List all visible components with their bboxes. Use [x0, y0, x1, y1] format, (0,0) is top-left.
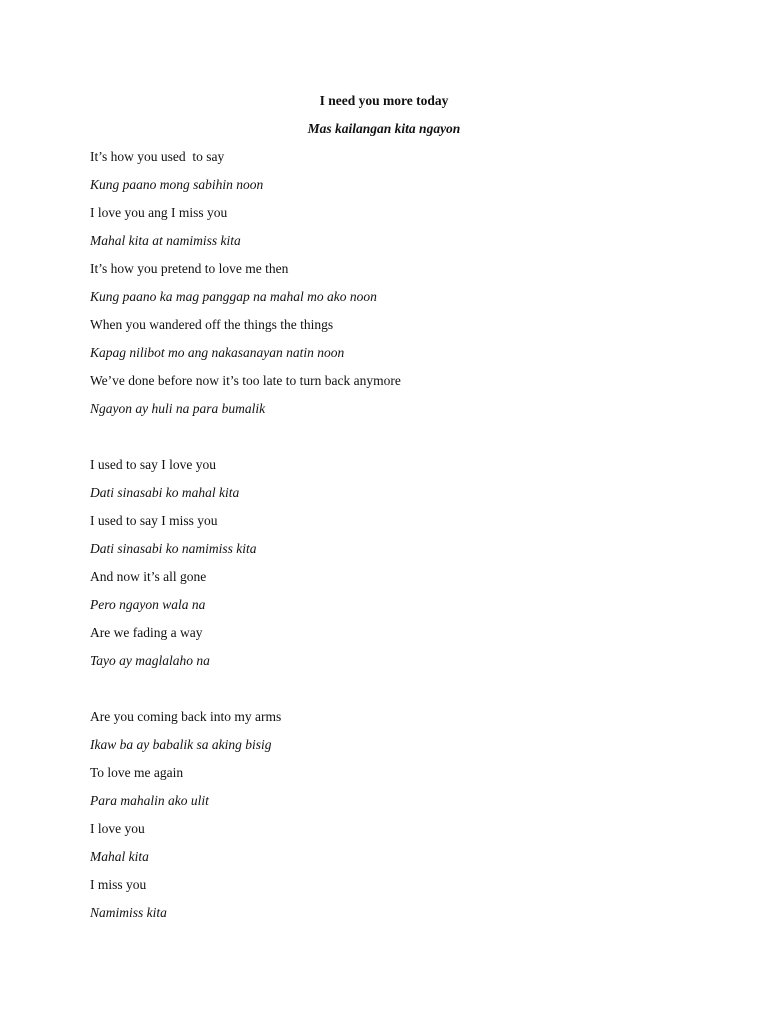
lyric-line: I miss you: [90, 877, 147, 892]
page-title: I need you more today: [319, 93, 449, 108]
lyric-line: We’ve done before now it’s too late to turn back anymore: [90, 373, 401, 388]
lyric-line: Are we fading a way: [90, 625, 203, 640]
lyric-line: And now it’s all gone: [90, 569, 207, 584]
lyric-translation-line: Kung paano mong sabihin noon: [90, 177, 264, 192]
lyric-translation-line: Tayo ay maglalaho na: [90, 653, 210, 668]
lyric-line: I used to say I miss you: [90, 513, 218, 528]
lyric-translation-line: Mahal kita at namimiss kita: [90, 233, 241, 248]
lyric-line: I used to say I love you: [90, 457, 216, 472]
lyric-translation-line: Ikaw ba ay babalik sa aking bisig: [90, 737, 272, 752]
lyric-translation-line: Kung paano ka mag panggap na mahal mo ako noon: [90, 289, 377, 304]
lyric-line: It’s how you pretend to love me then: [90, 261, 289, 276]
lyric-translation-line: Pero ngayon wala na: [90, 597, 206, 612]
lyric-translation-line: Para mahalin ako ulit: [90, 793, 209, 808]
lyric-line: It’s how you used to say: [90, 149, 225, 164]
lyric-line: Are you coming back into my arms: [90, 709, 282, 724]
lyric-line: To love me again: [90, 765, 184, 780]
lyric-translation-line: Mahal kita: [90, 849, 149, 864]
lyric-translation-line: Ngayon ay huli na para bumalik: [90, 401, 266, 416]
lyric-translation-line: Kapag nilibot mo ang nakasanayan natin noon: [90, 345, 345, 360]
lyric-line: I love you: [90, 821, 145, 836]
page-subtitle: Mas kailangan kita ngayon: [307, 121, 461, 136]
lyric-translation-line: Namimiss kita: [90, 905, 167, 920]
lyric-line: I love you ang I miss you: [90, 205, 228, 220]
lyric-translation-line: Dati sinasabi ko mahal kita: [90, 485, 240, 500]
lyric-translation-line: Dati sinasabi ko namimiss kita: [90, 541, 257, 556]
lyric-line: When you wandered off the things the things: [90, 317, 334, 332]
